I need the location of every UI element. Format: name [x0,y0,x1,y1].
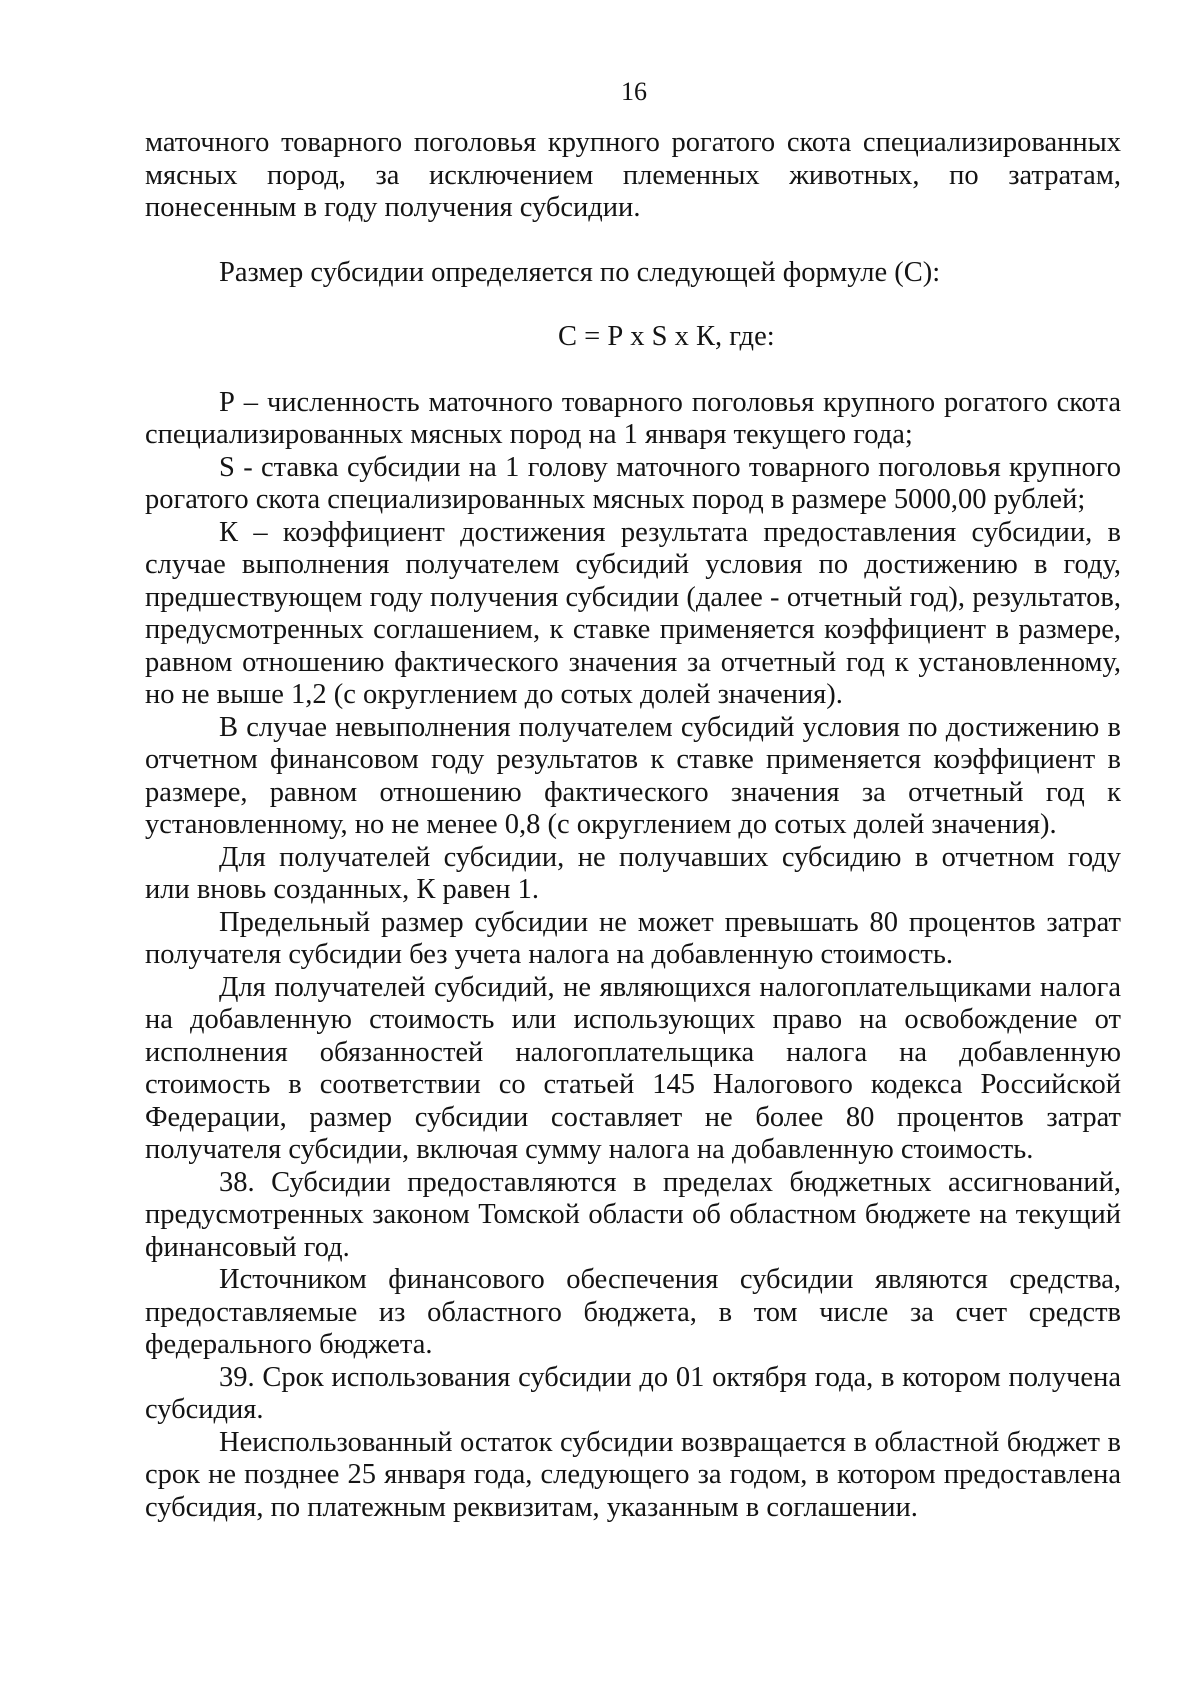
document-body [145,127,1121,1524]
paragraph-unused-balance: Неиспользованный остаток субсидии возвращается в областной бюджет в срок не позднее 25 января года, следующего за годом, в котором предоставлена субсидия, по платежным реквизитам, указанным в соглашении. [145,1426,1121,1523]
paragraph-definition-k: К – коэффициент достижения результата предоставления субсидии, в случае выполнения получателем субсидий условия по достижению в году, предшествующем году получения субсидии (далее - отчетный год), результатов, предусмотренных соглашением, к ставке применяется коэффициент в размере, равном отношению фактического значения за отчетный год к установленному, но не выше 1,2 (с округлением до сотых долей значения). [145,516,1121,710]
page-number: 16 [621,77,647,106]
paragraph-continuation: маточного товарного поголовья крупного рогатого скота специализированных мясных пород, за исключением племенных животных, по затратам, понесенным в году получения субсидии. [145,127,1121,223]
paragraph-nonfulfillment: В случае невыполнения получателем субсидий условия по достижению в отчетном финансовом году результатов к ставке применяется коэффициент в размере, равном отношению фактического значения за отчетный год к установленному, но не менее 0,8 (с округлением до сотых долей значения). [145,711,1121,840]
paragraph-item-39: 39. Срок использования субсидии до 01 октября года, в котором получена субсидия. [145,1361,1121,1425]
paragraph-new-recipients: Для получателей субсидии, не получавших субсидию в отчетном году или вновь созданных, К равен 1. [145,841,1121,905]
paragraph-vat-exempt: Для получателей субсидий, не являющихся налогоплательщиками налога на добавленную стоимость или использующих право на освобождение от исполнения обязанностей налогоплательщика налога на добавленную стоимость в соответствии со статьей 145 Налогового кодекса Российской Федерации, размер субсидии составляет не более 80 процентов затрат получателя субсидии, включая сумму налога на добавленную стоимость. [145,971,1121,1165]
formula: С = Р х S х К, где: [558,321,775,352]
paragraph-definition-p: Р – численность маточного товарного поголовья крупного рогатого скота специализированных мясных пород на 1 января текущего года; [145,386,1121,450]
paragraph-item-38: 38. Субсидии предоставляются в пределах бюджетных ассигнований, предусмотренных законом Томской области об областном бюджете на текущий финансовый год. [145,1166,1121,1263]
paragraph-formula-intro: Размер субсидии определяется по следующей формуле (С): [219,256,941,288]
paragraph-funding-source: Источником финансового обеспечения субсидии являются средства, предоставляемые из областного бюджета, в том числе за счет средств федерального бюджета. [145,1264,1121,1360]
paragraph-definition-s: S - ставка субсидии на 1 голову маточного товарного поголовья крупного рогатого скота специализированных мясных пород в размере 5000,00 рублей; [145,451,1121,515]
paragraph-subsidy-limit: Предельный размер субсидии не может превышать 80 процентов затрат получателя субсидии без учета налога на добавленную стоимость. [145,906,1121,970]
